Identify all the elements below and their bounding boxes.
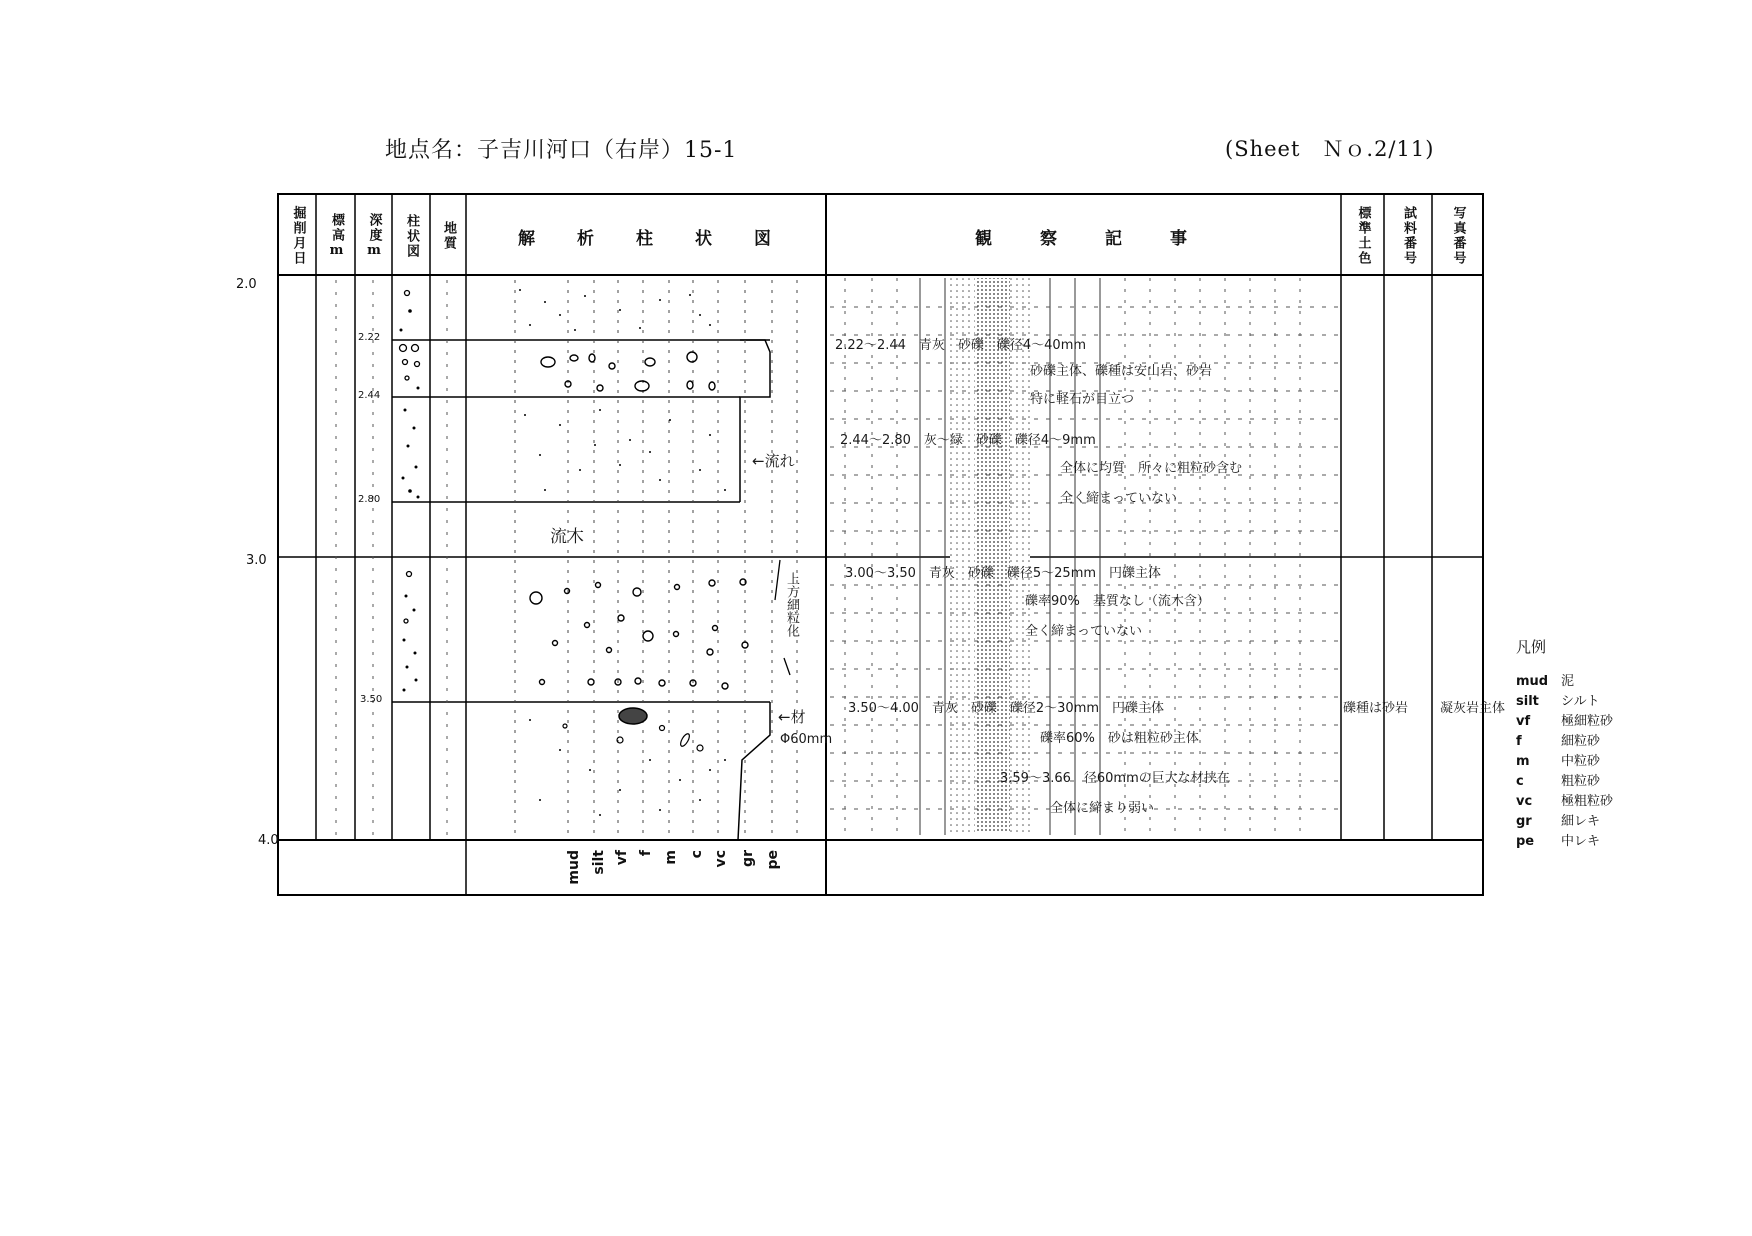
header-column: 柱状図 — [404, 213, 419, 259]
grain-label: silt — [591, 850, 607, 875]
observation-line: 礫率60% 砂は粗粒砂主体 — [1040, 731, 1199, 746]
observation-line: 3.00～3.50 青灰 砂礫 礫径5～25mm 円礫主体 — [845, 566, 1162, 581]
legend-item: vf 極細粒砂 — [1516, 714, 1614, 729]
sheet-number: (Sheet Ｎｏ.2/11) — [1225, 137, 1435, 161]
wood-size-note: Φ60mm — [780, 732, 833, 747]
legend-item: mud 泥 — [1516, 674, 1575, 689]
header-analysis: 解析柱状図 — [518, 229, 813, 249]
soil-color-note: 礫種は砂岩 — [1343, 701, 1409, 716]
depth-mark-4: 4.0 — [258, 833, 279, 848]
boundary-depth: 2.44 — [358, 390, 381, 401]
grain-label: vf — [614, 850, 630, 866]
grain-label: pe — [765, 850, 781, 870]
observation-line: 全く締まっていない — [1060, 491, 1178, 506]
depth-mark-3: 3.0 — [246, 553, 267, 568]
grain-label: f — [638, 850, 654, 857]
observation-line: 3.59～3.66 径60mmの巨大な材挟在 — [1000, 771, 1230, 786]
grain-label: mud — [566, 850, 582, 885]
legend-item: vc 極粗粒砂 — [1516, 794, 1614, 809]
observation-line: 特に軽石が目立つ — [1030, 392, 1135, 407]
header-depth: 深度m — [366, 212, 382, 260]
header-photo-number: 写真番号 — [1450, 206, 1466, 266]
legend-item: silt シルト — [1516, 694, 1600, 709]
observation-line: 全く締まっていない — [1025, 624, 1143, 639]
boundary-depth: 3.50 — [360, 694, 383, 705]
boundary-depth: 2.80 — [358, 494, 381, 505]
location-title: 地点名：子吉川河口（右岸）15-1 — [385, 138, 738, 163]
legend-item: m 中粒砂 — [1516, 754, 1601, 769]
legend-item: f 細粒砂 — [1516, 734, 1601, 749]
observation-line: 2.22～2.44 青灰 砂礫 礫径4～40mm — [835, 338, 1087, 353]
header-date: 掘削月日 — [290, 206, 306, 266]
header-soil-color: 標準土色 — [1355, 206, 1371, 266]
observation-line: 全体に均質 所々に粗粒砂含む — [1060, 461, 1243, 476]
header-sample-number: 試料番号 — [1401, 206, 1416, 266]
legend-item: c 粗粒砂 — [1516, 774, 1601, 789]
boundary-depth: 2.22 — [358, 332, 381, 343]
grain-label: c — [689, 850, 705, 859]
observation-line: 3.50～4.00 青灰 砂礫 礫径2～30mm 円礫主体 — [848, 701, 1165, 716]
grain-label: vc — [713, 850, 729, 868]
observation-line: 2.44～2.80 灰～緑 砂礫 礫径4～9mm — [840, 433, 1096, 448]
driftwood-note: 流木 — [550, 527, 584, 547]
observation-line: 全体に締まり弱い — [1050, 801, 1155, 816]
wood-note: ←材 — [778, 708, 806, 726]
legend-item: pe 中レキ — [1516, 834, 1601, 849]
upward-fining-note: 上方細粒化 — [784, 572, 799, 637]
flow-note: ←流れ — [752, 452, 795, 470]
grain-label: gr — [740, 850, 756, 867]
sample-note: 凝灰岩主体 — [1440, 701, 1506, 716]
legend-title: 凡例 — [1516, 638, 1547, 656]
depth-mark-2: 2.0 — [236, 277, 257, 292]
header-elevation: 標高m — [329, 212, 344, 260]
header-geology: 地質 — [441, 221, 456, 251]
observation-line: 礫率90% 基質なし（流木含） — [1025, 594, 1210, 609]
observation-line: 砂礫主体、礫種は安山岩、砂岩 — [1030, 364, 1213, 379]
legend-item: gr 細レキ — [1516, 814, 1601, 829]
header-observation: 観察記事 — [975, 229, 1235, 249]
grain-label: m — [663, 850, 679, 865]
